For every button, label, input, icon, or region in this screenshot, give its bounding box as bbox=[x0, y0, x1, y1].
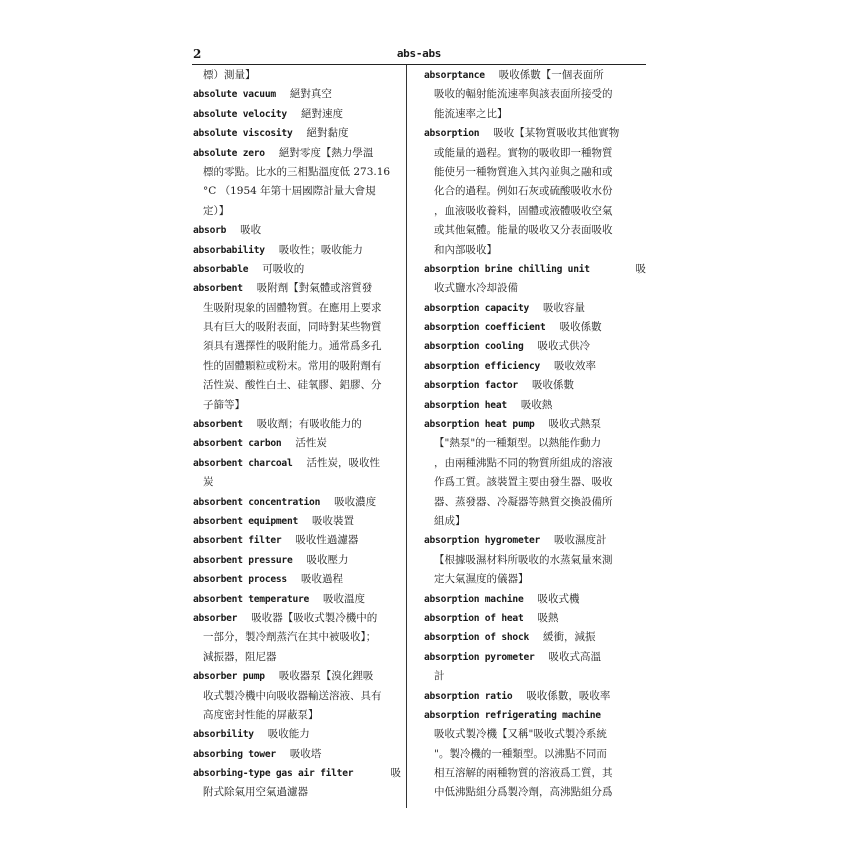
definition-text: 絕對真空 bbox=[289, 88, 332, 101]
definition-text: 或其他氣體。能量的吸收又分表面吸收 bbox=[434, 224, 613, 237]
definition-text: 器、蒸發器、冷凝器等熱質交換設備所 bbox=[434, 495, 613, 508]
definition-text: 標）測量】 bbox=[203, 69, 256, 81]
entry-continuation bbox=[193, 337, 401, 356]
entry-continuation bbox=[193, 376, 401, 395]
headword: absorption refrigerating machine bbox=[424, 709, 601, 721]
definition-text: 吸收係數 bbox=[531, 379, 574, 392]
headword: absorbent pressure bbox=[193, 554, 293, 566]
entry-continuation bbox=[424, 454, 646, 473]
definition-text: 一部分，製冷劑蒸汽在其中被吸收】； bbox=[203, 631, 377, 644]
dictionary-entry bbox=[424, 628, 646, 647]
entry-continuation bbox=[424, 551, 646, 570]
definition-text: 吸收係數【一個表面所 bbox=[498, 69, 604, 81]
dictionary-entry bbox=[193, 493, 401, 512]
dictionary-entry bbox=[424, 124, 646, 143]
definition-text: 吸收係數，吸收率 bbox=[526, 689, 611, 702]
dictionary-entry bbox=[424, 318, 646, 337]
dictionary-entry bbox=[424, 687, 646, 706]
headword: absorbing-type gas air filter bbox=[193, 768, 354, 780]
definition-text: 化合的過程。例如石灰或硫酸吸收水份 bbox=[434, 185, 613, 198]
definition-text: 絕對速度 bbox=[300, 107, 343, 120]
definition-text: 相互溶解的兩種物質的溶液爲工質，其 bbox=[434, 767, 613, 780]
headword: absorber pump bbox=[193, 671, 265, 683]
entry-continuation bbox=[424, 105, 646, 124]
definition-text: 緩衝，減振 bbox=[543, 631, 596, 644]
entry-continuation bbox=[424, 163, 646, 182]
dictionary-entry bbox=[424, 260, 646, 279]
headword: absorb bbox=[193, 225, 227, 237]
definition-text: 生吸附現象的固體物質。在應用上要求 bbox=[203, 301, 382, 314]
entry-continuation bbox=[424, 512, 646, 531]
definition-text: 活性炭、酸性白土、硅氧膠、鋁膠、分 bbox=[203, 379, 382, 392]
entry-continuation bbox=[424, 667, 646, 686]
definition-text: ，血液吸收養料，固體或液體吸收空氣 bbox=[434, 204, 613, 217]
definition-text: 收式製冷機中向吸收器輸送溶液、具有 bbox=[203, 689, 382, 702]
definition-text: 吸收性過濾器 bbox=[295, 534, 359, 547]
definition-text: 計 bbox=[434, 670, 445, 683]
headword: absorbability bbox=[193, 244, 265, 256]
headword: absolute viscosity bbox=[193, 128, 293, 140]
dictionary-entry bbox=[193, 221, 401, 240]
dictionary-entry bbox=[424, 337, 646, 356]
definition-text: 和內部吸收】 bbox=[434, 243, 497, 256]
dictionary-entry bbox=[424, 415, 646, 434]
entry-continuation bbox=[424, 745, 646, 764]
definition-text: 減振器，阻尼器 bbox=[203, 650, 277, 663]
right-column bbox=[424, 66, 646, 803]
definition-text: 高度密封性能的屏蔽泵】 bbox=[203, 708, 319, 721]
dictionary-entry bbox=[193, 415, 401, 434]
header-rule bbox=[192, 64, 646, 65]
definition-text: 能流速率之比】 bbox=[434, 107, 508, 120]
headword: absorbent concentration bbox=[193, 496, 321, 508]
headword: absorbent equipment bbox=[193, 515, 298, 527]
entry-continuation bbox=[193, 687, 401, 706]
headword: absorption factor bbox=[424, 380, 518, 392]
entry-continuation bbox=[424, 221, 646, 240]
headword: absolute vacuum bbox=[193, 89, 276, 101]
headword: absorption of heat bbox=[424, 612, 524, 624]
dictionary-entry bbox=[424, 706, 646, 725]
definition-text: 吸收的輻射能流速率與該表面所接受的 bbox=[434, 88, 613, 101]
entry-continuation bbox=[424, 473, 646, 492]
definition-text: 吸收裝置 bbox=[312, 514, 354, 527]
definition-text: 吸收式熱泵 bbox=[548, 418, 602, 431]
definition-text: 吸收壓力 bbox=[306, 553, 349, 566]
entry-continuation bbox=[193, 163, 401, 182]
headword: absorption pyrometer bbox=[424, 651, 535, 663]
definition-text: 吸收 bbox=[240, 224, 262, 237]
definition-text: 定）】 bbox=[203, 204, 230, 217]
entry-continuation bbox=[193, 783, 401, 802]
definition-text: 吸 bbox=[390, 767, 401, 780]
definition-text: 收式鹽水冷却設備 bbox=[434, 282, 518, 295]
definition-text: 吸收器泵【溴化鋰吸 bbox=[278, 670, 374, 683]
column-divider bbox=[406, 65, 407, 808]
entry-continuation bbox=[424, 570, 646, 589]
definition-text: 吸收濃度 bbox=[334, 495, 377, 508]
headword: absorbing tower bbox=[193, 748, 276, 760]
dictionary-entry bbox=[193, 725, 401, 744]
dictionary-entry bbox=[193, 609, 401, 628]
definition-text: 可吸收的 bbox=[262, 262, 305, 275]
dictionary-entry bbox=[193, 590, 401, 609]
definition-text: 吸收式供冷 bbox=[537, 340, 590, 353]
definition-text: 吸收效率 bbox=[554, 359, 597, 372]
definition-text: 吸收劑；有吸收能力的 bbox=[256, 418, 362, 431]
entry-continuation bbox=[424, 493, 646, 512]
headword: absorbent carbon bbox=[193, 438, 282, 450]
entry-continuation bbox=[193, 473, 401, 492]
definition-text: 吸收式高溫 bbox=[548, 650, 602, 663]
headword: absorbent filter bbox=[193, 535, 282, 547]
definition-text: 吸收濕度計 bbox=[554, 534, 607, 547]
page-number: 2 bbox=[193, 47, 202, 61]
headword: absorption ratio bbox=[424, 690, 513, 702]
definition-text: °C （1954 年第十屆國際計量大會規 bbox=[203, 185, 376, 198]
running-head: abs-abs bbox=[396, 47, 442, 60]
definition-text: 吸收塔 bbox=[289, 747, 322, 760]
dictionary-entry bbox=[193, 531, 401, 550]
definition-text: 中低沸點組分爲製冷劑，高沸點組分爲 bbox=[434, 786, 613, 799]
dictionary-entry bbox=[424, 357, 646, 376]
headword: absorbent temperature bbox=[193, 593, 310, 605]
dictionary-entry bbox=[424, 590, 646, 609]
definition-text: 具有巨大的吸附表面，同時對某些物質 bbox=[203, 321, 382, 334]
definition-text: 【"熱泵"的一種類型。以熱能作動力 bbox=[434, 437, 602, 450]
dictionary-entry bbox=[193, 434, 401, 453]
headword: absorbent bbox=[193, 419, 243, 431]
entry-continuation bbox=[424, 85, 646, 104]
entry-continuation bbox=[193, 318, 401, 337]
dictionary-page bbox=[192, 44, 646, 814]
dictionary-entry bbox=[193, 764, 401, 783]
dictionary-entry bbox=[424, 531, 646, 550]
dictionary-entry bbox=[424, 648, 646, 667]
definition-text: 須具有選擇性的吸附能力。通常爲多孔 bbox=[203, 340, 382, 353]
dictionary-entry bbox=[193, 241, 401, 260]
entry-continuation bbox=[193, 396, 401, 415]
headword: absorbent bbox=[193, 283, 243, 295]
entry-continuation bbox=[193, 66, 401, 85]
entry-continuation bbox=[424, 279, 646, 298]
definition-text: 炭 bbox=[203, 476, 214, 489]
definition-text: 標的零點。比水的三相點溫度低 273.16 bbox=[203, 165, 391, 178]
headword: absorption cooling bbox=[424, 341, 524, 353]
dictionary-entry bbox=[193, 105, 401, 124]
definition-text: 吸附劑【對氣體或溶質發 bbox=[256, 282, 373, 295]
headword: absorption capacity bbox=[424, 302, 529, 314]
headword: absorbable bbox=[193, 263, 249, 275]
entry-continuation bbox=[193, 299, 401, 318]
definition-text: 吸收性；吸收能力 bbox=[278, 243, 363, 256]
dictionary-entry bbox=[193, 512, 401, 531]
headword: absorption machine bbox=[424, 593, 524, 605]
dictionary-entry bbox=[193, 279, 401, 298]
definition-text: 性的固體顆粒或粉末。常用的吸附劑有 bbox=[203, 359, 382, 372]
headword: absorption hygrometer bbox=[424, 535, 541, 547]
definition-text: 吸收係數 bbox=[559, 321, 602, 334]
definition-text: 吸收【某物質吸收其他實物 bbox=[493, 127, 620, 140]
dictionary-entry bbox=[193, 551, 401, 570]
entry-continuation bbox=[424, 725, 646, 744]
left-column bbox=[193, 66, 401, 803]
definition-text: 作爲工質。該裝置主要由發生器、吸收 bbox=[434, 476, 613, 489]
headword: absorption bbox=[424, 128, 480, 140]
dictionary-entry bbox=[424, 396, 646, 415]
dictionary-entry bbox=[193, 124, 401, 143]
headword: absorbent process bbox=[193, 574, 287, 586]
headword: absolute velocity bbox=[193, 108, 287, 120]
definition-text: 吸熱 bbox=[537, 611, 559, 624]
dictionary-entry bbox=[193, 454, 401, 473]
definition-text: 絕對黏度 bbox=[306, 127, 349, 140]
definition-text: ，由兩種沸點不同的物質所組成的溶液 bbox=[434, 456, 613, 469]
definition-text: 吸收熱 bbox=[520, 398, 553, 411]
definition-text: 吸收溫度 bbox=[323, 592, 366, 605]
page-header bbox=[192, 44, 646, 64]
dictionary-entry bbox=[193, 570, 401, 589]
headword: absorptance bbox=[424, 70, 485, 81]
definition-text: 活性炭，吸收性 bbox=[306, 456, 380, 469]
definition-text: 吸收式機 bbox=[537, 592, 580, 605]
definition-text: 附式除氣用空氣過濾器 bbox=[203, 786, 308, 799]
headword: absolute zero bbox=[193, 147, 265, 159]
dictionary-entry bbox=[424, 609, 646, 628]
definition-text: 能使另一種物質進入其內並與之融和或 bbox=[434, 165, 613, 178]
definition-text: 吸收式製冷機【又稱"吸收式製冷系統 bbox=[434, 728, 607, 741]
definition-text: 子篩等】 bbox=[203, 398, 245, 411]
definition-text: 吸收容量 bbox=[543, 301, 585, 314]
definition-text: 吸收器【吸收式製冷機中的 bbox=[251, 611, 378, 624]
dictionary-entry bbox=[424, 66, 646, 85]
entry-continuation bbox=[193, 202, 401, 221]
dictionary-entry bbox=[193, 667, 401, 686]
definition-text: "。製冷機的一種類型。以沸點不同而 bbox=[434, 747, 607, 760]
dictionary-entry bbox=[193, 260, 401, 279]
dictionary-entry bbox=[193, 85, 401, 104]
definition-text: 或能量的過程。實物的吸收即一種物質 bbox=[434, 146, 613, 159]
dictionary-entry bbox=[193, 144, 401, 163]
entry-continuation bbox=[424, 764, 646, 783]
dictionary-entry bbox=[424, 299, 646, 318]
headword: absorbent charcoal bbox=[193, 457, 293, 469]
definition-text: 【根據吸濕材料所吸收的水蒸氣量來測 bbox=[434, 553, 613, 566]
entry-continuation bbox=[424, 434, 646, 453]
definition-text: 定大氣濕度的儀器】 bbox=[434, 573, 529, 586]
definition-text: 絕對零度【熱力學溫 bbox=[278, 146, 374, 159]
definition-text: 吸 bbox=[635, 262, 646, 275]
headword: absorption efficiency bbox=[424, 360, 541, 372]
dictionary-entry bbox=[424, 376, 646, 395]
headword: absorption heat pump bbox=[424, 419, 535, 431]
entry-continuation bbox=[424, 202, 646, 221]
headword: absorber bbox=[193, 612, 238, 624]
definition-text: 吸收能力 bbox=[267, 728, 310, 741]
dictionary-entry bbox=[193, 745, 401, 764]
entry-continuation bbox=[424, 241, 646, 260]
headword: absorbility bbox=[193, 729, 254, 741]
entry-continuation bbox=[193, 182, 401, 201]
entry-continuation bbox=[193, 648, 401, 667]
definition-text: 組成】 bbox=[434, 514, 466, 527]
headword: absorption brine chilling unit bbox=[424, 263, 590, 275]
entry-continuation bbox=[424, 182, 646, 201]
definition-text: 活性炭 bbox=[295, 437, 327, 450]
entry-continuation bbox=[193, 706, 401, 725]
entry-continuation bbox=[193, 357, 401, 376]
definition-text: 吸收過程 bbox=[300, 573, 343, 586]
headword: absorption heat bbox=[424, 399, 507, 411]
headword: absorption of shock bbox=[424, 632, 529, 644]
entry-continuation bbox=[424, 783, 646, 802]
entry-continuation bbox=[193, 628, 401, 647]
headword: absorption coefficient bbox=[424, 322, 546, 334]
entry-continuation bbox=[424, 144, 646, 163]
